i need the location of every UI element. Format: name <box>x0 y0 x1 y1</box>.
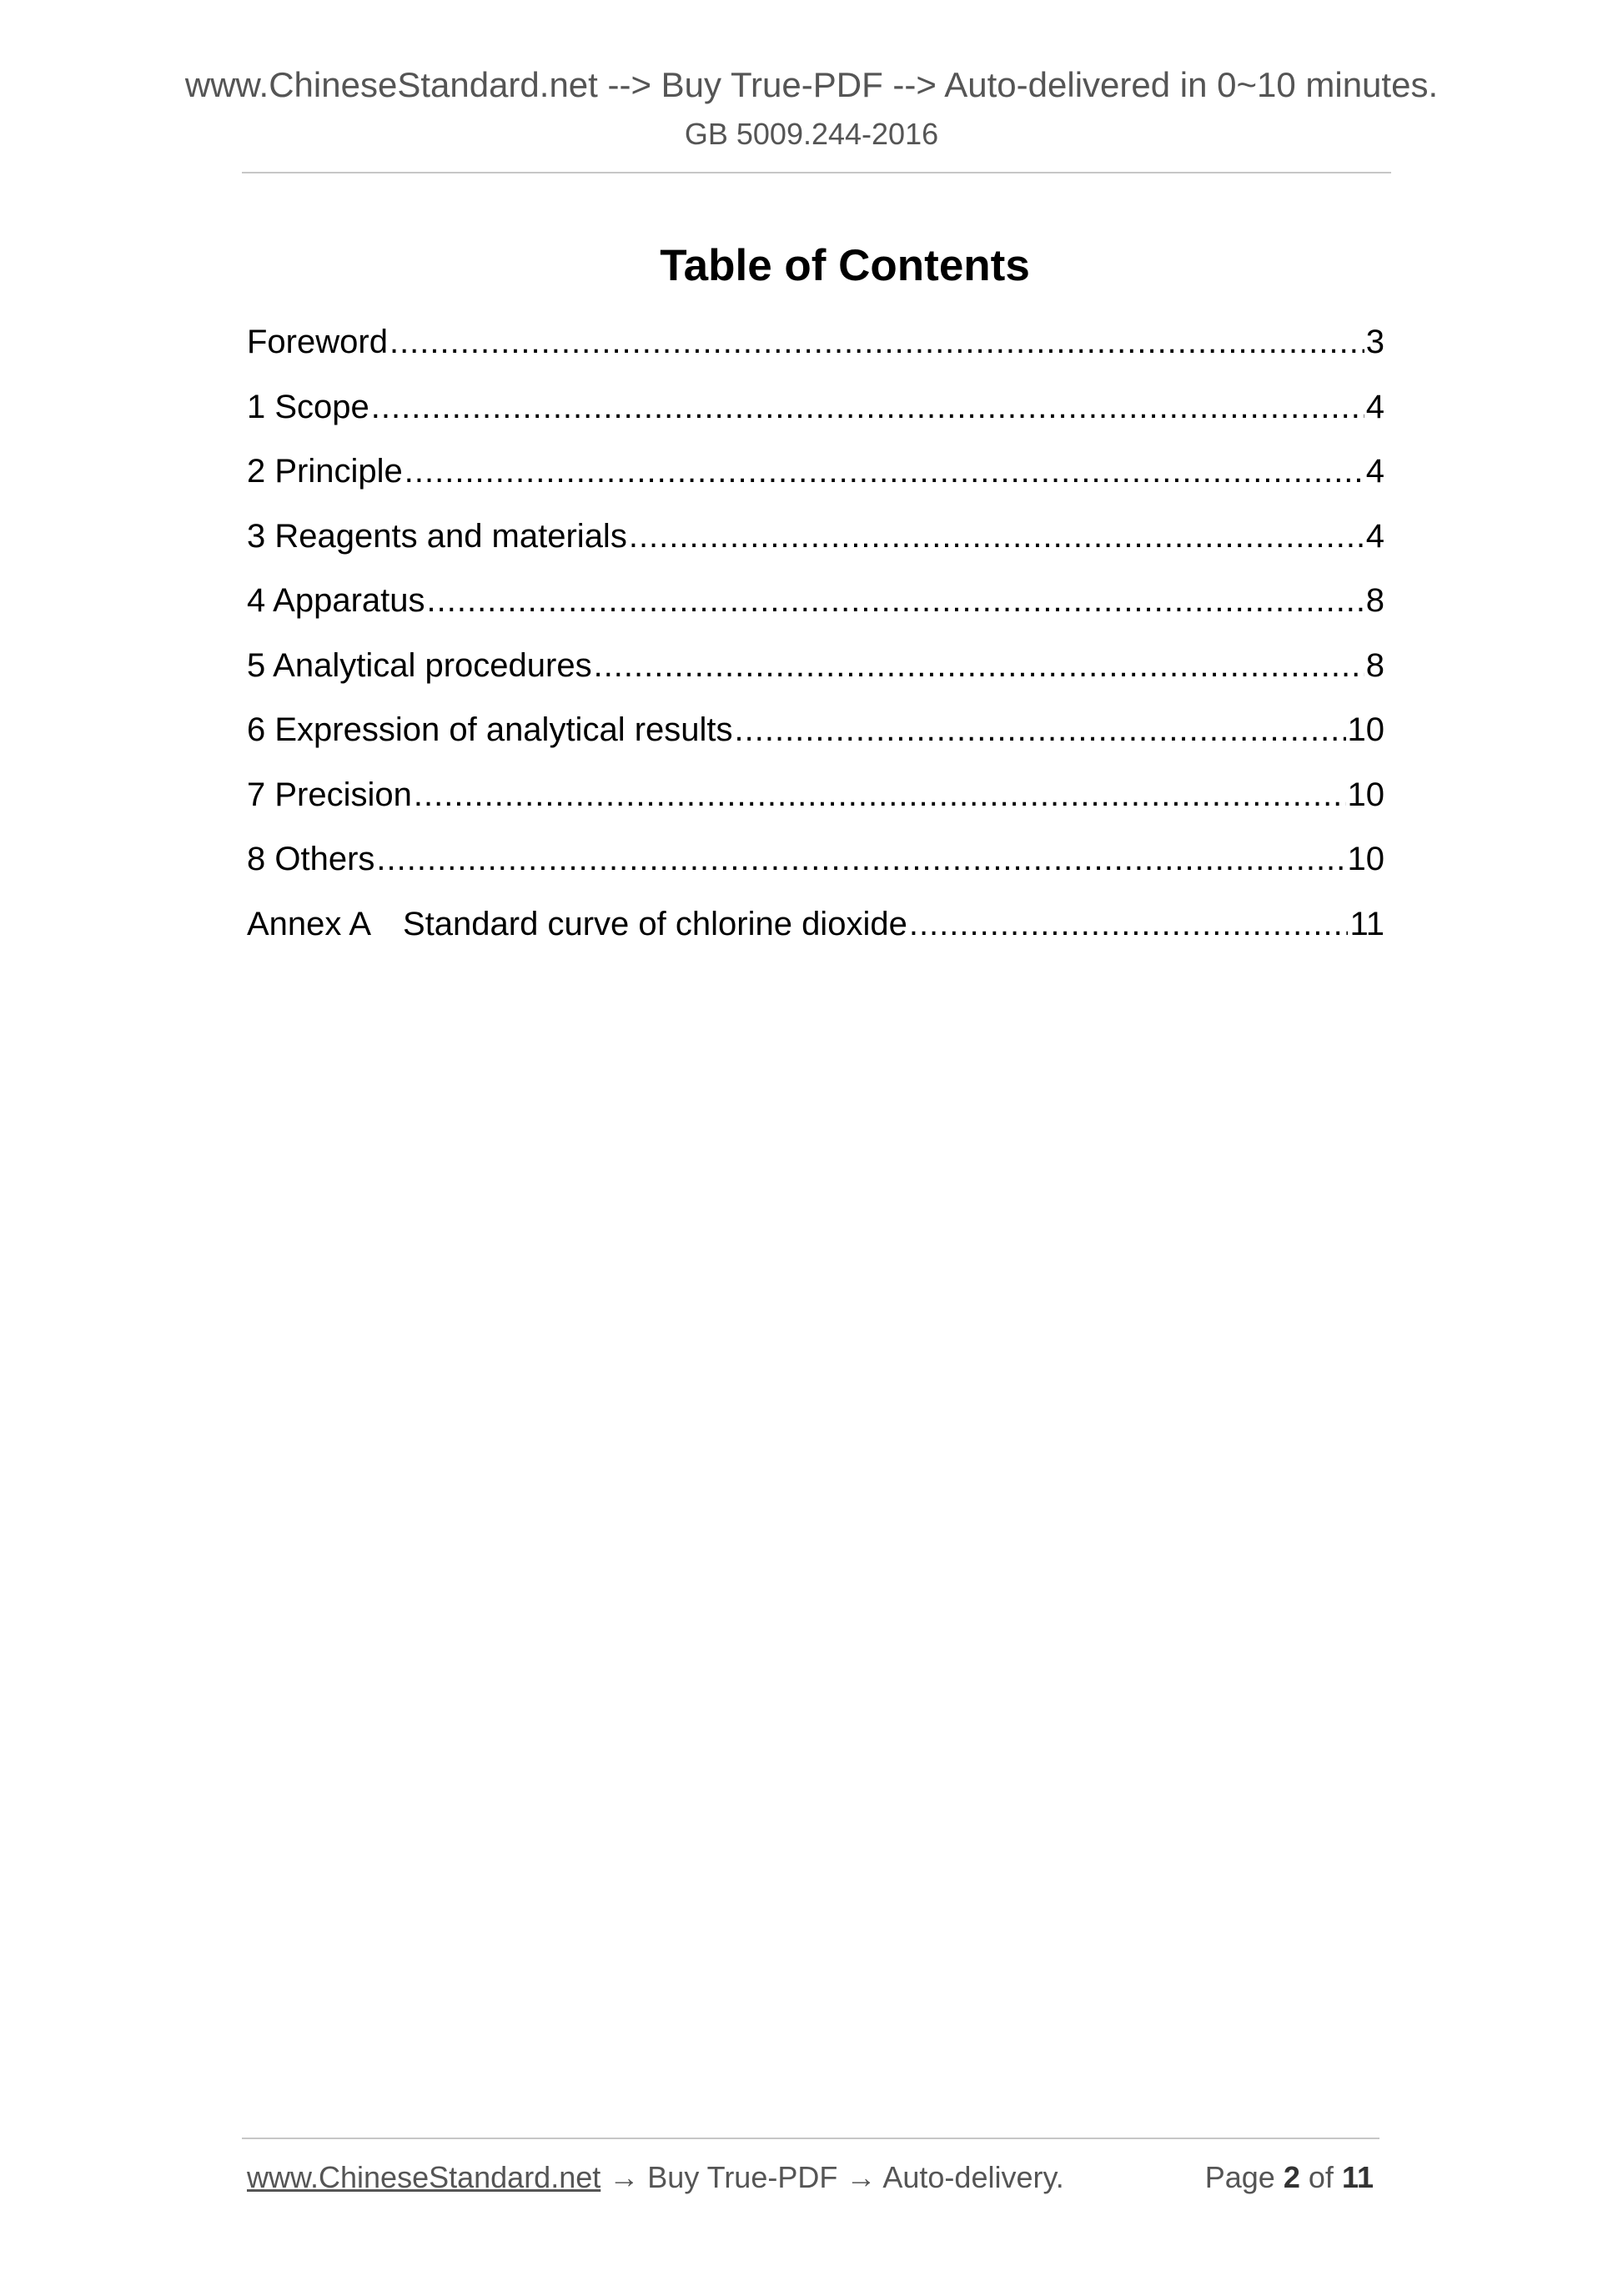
dot-leader <box>371 386 1364 428</box>
dot-leader <box>735 709 1346 751</box>
dot-leader <box>414 774 1346 816</box>
toc-entry-page: 10 <box>1347 841 1384 877</box>
toc-entry-label: 8 Others <box>247 841 375 877</box>
dot-leader <box>376 838 1345 880</box>
standard-code: GB 5009.244-2016 <box>684 117 939 151</box>
toc-entry-precision[interactable] <box>247 774 1384 839</box>
toc-entry-label-group <box>247 903 907 945</box>
dot-leader <box>909 903 1349 945</box>
toc-entry-label: 5 Analytical procedures <box>247 646 592 684</box>
toc-entry-annex-a[interactable] <box>247 903 1384 968</box>
dot-leader <box>629 515 1364 557</box>
toc-entry-label: 6 Expression of analytical results <box>247 711 733 748</box>
toc-entry-foreword[interactable] <box>247 321 1384 386</box>
dot-leader <box>389 321 1364 363</box>
total-page-number: 11 <box>1341 2160 1374 2194</box>
toc-entry-label: 1 Scope <box>247 388 369 425</box>
arrow-right-icon: → <box>846 2160 877 2194</box>
site-link[interactable]: www.ChineseStandard.net <box>247 2160 601 2194</box>
footer-promo <box>247 2160 1064 2195</box>
toc-entry-label: 7 Precision <box>247 776 412 813</box>
toc-entry-page: 10 <box>1347 711 1384 748</box>
toc-entry-analytical-procedures[interactable] <box>247 645 1384 710</box>
footer-divider <box>242 2138 1379 2139</box>
toc-entry-page: 4 <box>1365 453 1384 490</box>
toc-entry-label: 2 Principle <box>247 453 403 490</box>
toc-entry-label: Foreword <box>247 324 388 360</box>
toc-entry-label: Standard curve of chlorine dioxide <box>403 905 907 942</box>
toc-entry-reagents[interactable] <box>247 515 1384 580</box>
annex-prefix: Annex A <box>247 905 372 942</box>
toc-entry-others[interactable] <box>247 838 1384 903</box>
header-divider <box>242 172 1391 173</box>
dot-leader <box>427 580 1364 621</box>
toc-entry-page: 8 <box>1365 582 1384 619</box>
delivery-text: Auto-delivery. <box>882 2160 1064 2194</box>
toc-entry-label: 3 Reagents and materials <box>247 517 627 555</box>
dot-leader <box>404 450 1364 492</box>
buy-text: Buy True-PDF <box>647 2160 838 2194</box>
toc-entry-page: 4 <box>1365 388 1384 425</box>
toc-entry-apparatus[interactable] <box>247 580 1384 645</box>
toc-entry-scope[interactable] <box>247 386 1384 451</box>
toc-entry-page: 4 <box>1365 517 1384 555</box>
toc-entry-page: 10 <box>1347 776 1384 813</box>
toc-entry-page: 11 <box>1349 905 1384 942</box>
arrow-right-icon: → <box>609 2160 640 2194</box>
toc-entry-label: 4 Apparatus <box>247 582 425 619</box>
header-banner: www.ChineseStandard.net --> Buy True-PDF --> Auto-delivered in 0~10 minutes. <box>184 65 1439 104</box>
page-title: Table of Contents <box>660 241 1030 290</box>
current-page-number: 2 <box>1283 2160 1300 2194</box>
page-indicator <box>1205 2160 1374 2195</box>
toc-entry-page: 8 <box>1365 646 1384 684</box>
toc-entry-page: 3 <box>1365 324 1384 360</box>
toc-entry-expression-of-results[interactable] <box>247 709 1384 774</box>
toc-entry-principle[interactable] <box>247 450 1384 515</box>
page-word: Page <box>1204 2160 1275 2194</box>
of-word: of <box>1308 2160 1334 2194</box>
dot-leader <box>594 645 1364 686</box>
table-of-contents <box>247 321 1384 967</box>
